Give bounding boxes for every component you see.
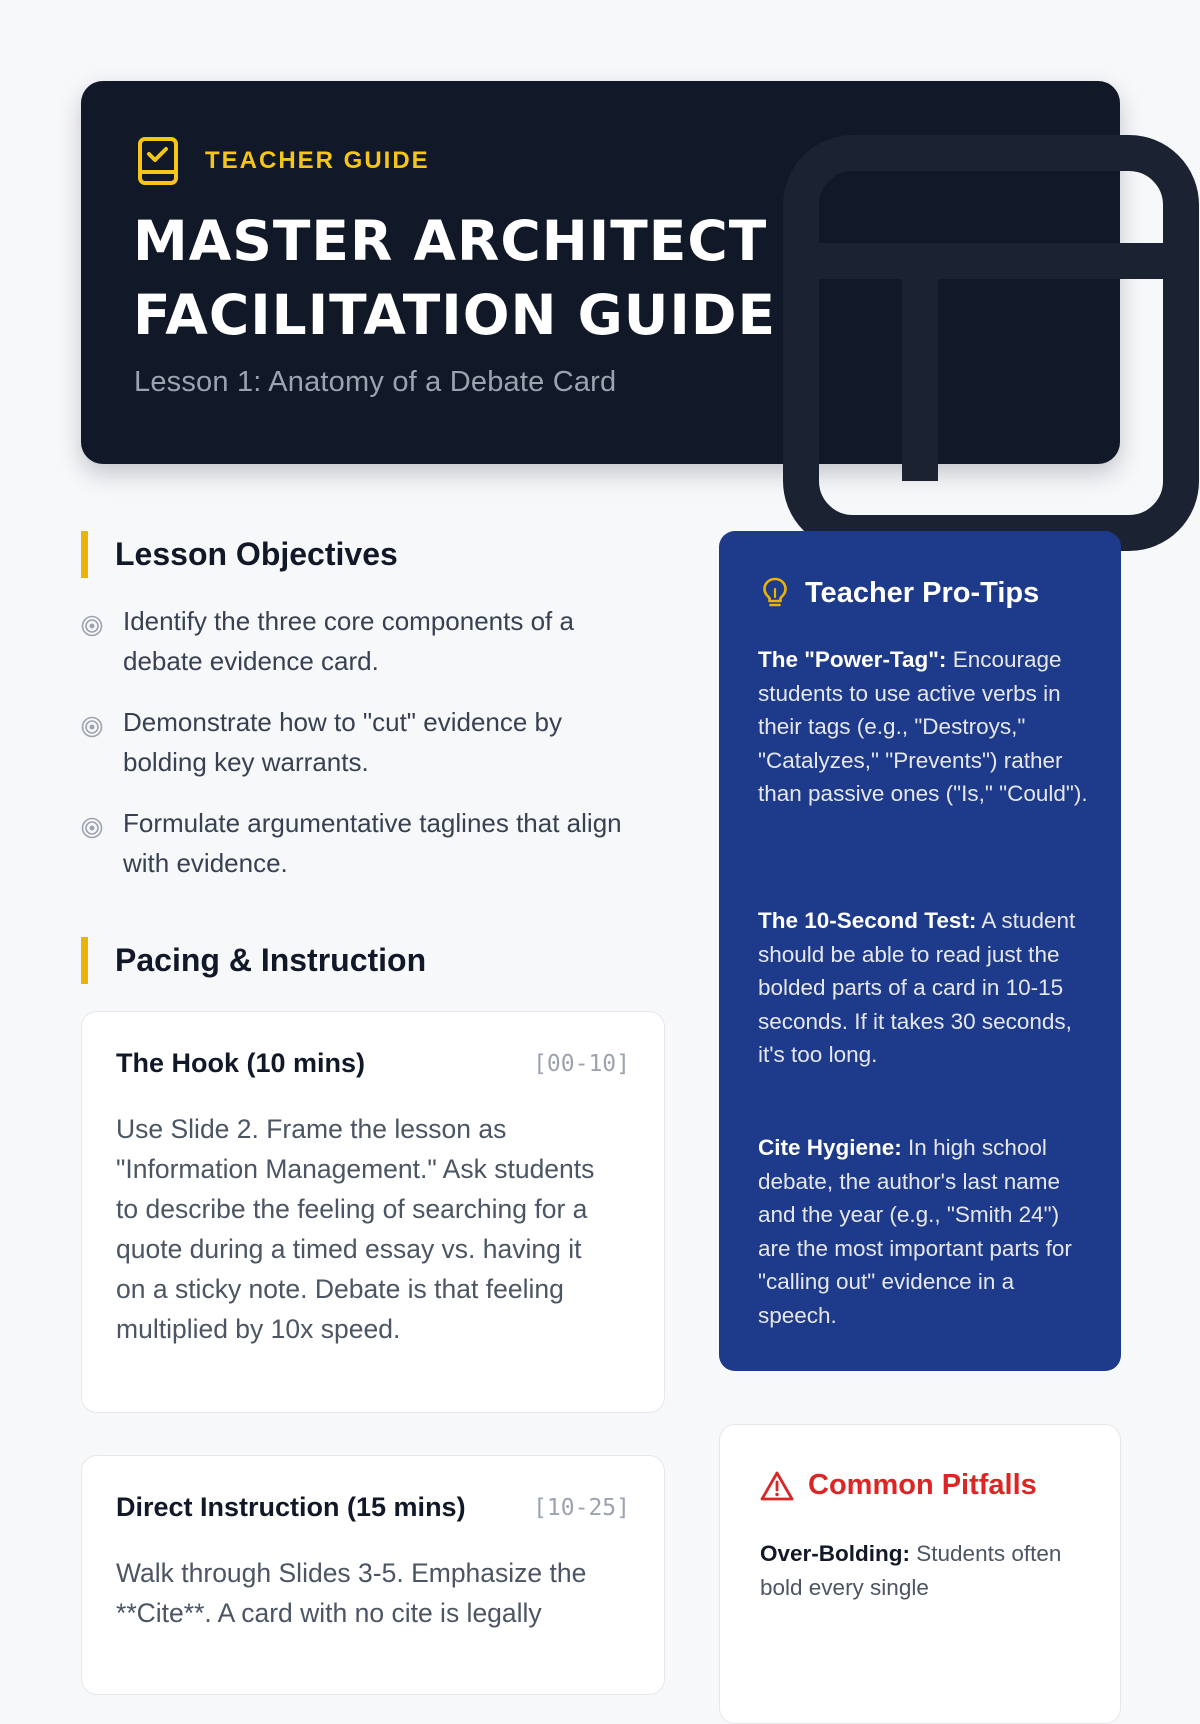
book-check-icon xyxy=(137,136,179,186)
pacing-card-hook xyxy=(81,1011,665,1413)
hero-banner xyxy=(81,81,1120,464)
tip-text: A student should be able to read just the bolded parts of a card in 10-15 seconds. If it takes 30 seconds, it's too long. xyxy=(758,908,1076,1067)
tip-label: Cite Hygiene: xyxy=(758,1135,902,1160)
target-icon xyxy=(81,716,103,738)
tip-item xyxy=(758,643,1088,811)
tip-item xyxy=(758,1131,1088,1332)
pacing-card-body: Use Slide 2. Frame the lesson as "Information Management." Ask students to describe the feeling of searching for a quote during a timed essay vs. having it on a sticky note. Debate is that feeling multiplied by 10x speed. xyxy=(116,1114,595,1344)
lightbulb-icon xyxy=(761,576,789,610)
pacing-card-header xyxy=(116,1492,630,1523)
common-pitfalls-panel xyxy=(719,1424,1121,1724)
pacing-card-title: Direct Instruction (15 mins) xyxy=(116,1492,466,1522)
page-title-line-2: FACILITATION GUIDE xyxy=(133,283,777,347)
objective-item xyxy=(81,702,641,782)
pacing-card-time: [10-25] xyxy=(533,1494,630,1521)
hero-badge-label: TEACHER GUIDE xyxy=(205,147,430,174)
tips-header xyxy=(761,576,1039,610)
pacing-card-time: [00-10] xyxy=(533,1050,630,1077)
objective-item xyxy=(81,803,641,883)
page-title-line-1: MASTER ARCHITECT xyxy=(133,209,768,273)
objective-text: Formulate argumentative taglines that align with evidence. xyxy=(123,808,622,878)
hero-badge xyxy=(137,136,430,186)
objectives-list xyxy=(81,601,641,904)
pacing-card-header xyxy=(116,1048,630,1079)
tip-label: The 10-Second Test: xyxy=(758,908,977,933)
tips-heading: Teacher Pro-Tips xyxy=(805,576,1040,609)
objectives-heading: Lesson Objectives xyxy=(81,531,398,578)
warning-triangle-icon xyxy=(760,1470,794,1502)
objective-item xyxy=(81,601,641,681)
page-subtitle: Lesson 1: Anatomy of a Debate Card xyxy=(134,366,617,398)
tip-item xyxy=(758,904,1088,1072)
page-title xyxy=(133,204,776,352)
target-icon xyxy=(81,615,103,637)
objective-text: Demonstrate how to "cut" evidence by bolding key warrants. xyxy=(123,707,563,777)
pacing-heading: Pacing & Instruction xyxy=(81,937,426,984)
tip-text: In high school debate, the author's last name and the year (e.g., "Smith 24") are the most important parts for "calling out" evidence in a speech. xyxy=(758,1135,1072,1328)
pitfalls-header xyxy=(760,1469,1037,1502)
tip-label: The "Power-Tag": xyxy=(758,647,947,672)
pacing-card-title: The Hook (10 mins) xyxy=(116,1048,366,1078)
pacing-card-body: Walk through Slides 3-5. Emphasize the **Cite**. A card with no cite is legally xyxy=(116,1558,587,1628)
pacing-card-direct-instruction xyxy=(81,1455,665,1695)
target-icon xyxy=(81,817,103,839)
teacher-pro-tips-panel xyxy=(719,531,1121,1371)
objective-text: Identify the three core components of a debate evidence card. xyxy=(123,606,574,676)
pitfall-label: Over-Bolding: xyxy=(760,1541,910,1566)
tip-text: Encourage students to use active verbs in their tags (e.g., "Destroys," "Catalyzes," "Prevents") rather than passive ones ("Is," "Could"). xyxy=(758,647,1088,806)
pitfall-text: Students often bold every single xyxy=(760,1541,1062,1600)
pitfalls-heading: Common Pitfalls xyxy=(808,1469,1037,1501)
pitfall-item xyxy=(760,1537,1080,1604)
